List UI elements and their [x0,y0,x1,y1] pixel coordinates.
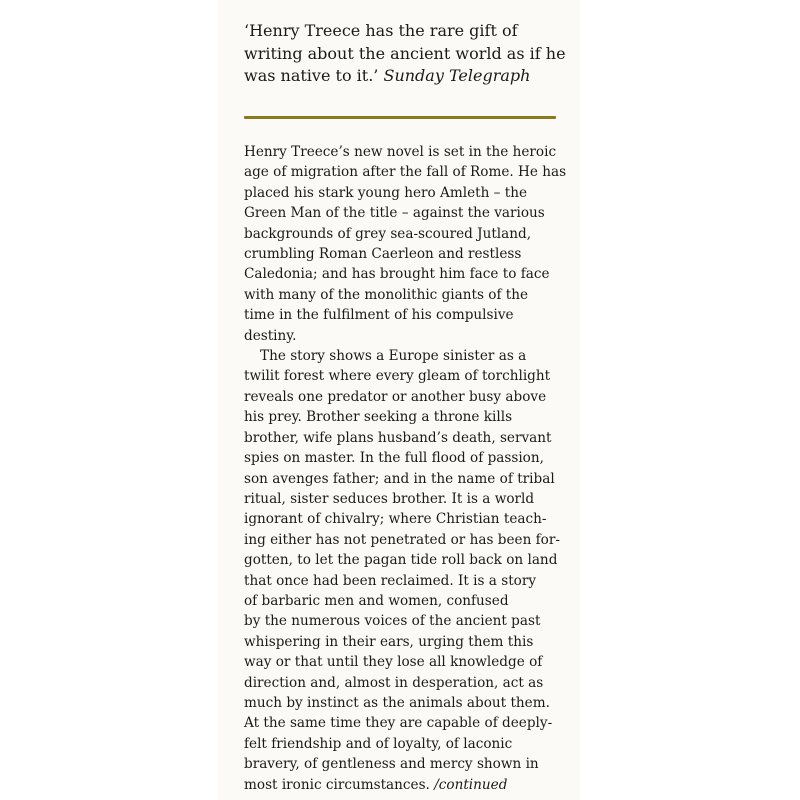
text-line: Caledonia; and has brought him face to face [244,266,550,283]
text-line: destiny. [244,327,297,344]
text-line: crumbling Roman Caerleon and restless [244,246,522,263]
divider-rule [244,116,556,119]
blurb-text [244,142,567,795]
text-line: felt friendship and of loyalty, of laconic [244,735,513,752]
text-line: with many of the monolithic giants of the [244,286,529,303]
quote-line: writing about the ancient world as if he [244,43,566,63]
quote-text: was native to it.’ [244,66,379,85]
text-line: ritual, sister seduces brother. It is a world [244,490,535,507]
text-line: whispering in their ears, urging them this [244,633,534,650]
last-line-text: most ironic circumstances. [244,776,430,793]
text-line: age of migration after the fall of Rome. He has [244,164,567,181]
text-line: of barbaric men and women, confused [244,592,509,609]
quote-line: ‘Henry Treece has the rare gift of [244,21,518,40]
continued-marker: /continued [434,776,508,793]
text-line: much by instinct as the animals about them. [244,694,550,711]
text-line: The story shows a Europe sinister as a [260,348,527,365]
text-line: bravery, of gentleness and mercy shown in [244,756,539,773]
text-line: Green Man of the title – against the various [244,205,545,222]
text-line: son avenges father; and in the name of tribal [244,470,555,487]
text-line: twilit forest where every gleam of torchlight [244,368,551,385]
text-line: by the numerous voices of the ancient past [244,613,541,630]
text-line: gotten, to let the pagan tide roll back on land [244,552,558,569]
quote-source: Sunday Telegraph [383,66,531,85]
text-line: backgrounds of grey sea-scoured Jutland, [244,225,532,242]
text-line [244,775,562,795]
quote-line [244,65,564,88]
review-quote [244,20,564,88]
text-line: way or that until they lose all knowledge of [244,654,543,671]
text-line: brother, wife plans husband’s death, servant [244,429,552,446]
text-line: reveals one predator or another busy above [244,388,547,405]
text-line: direction and, almost in desperation, act as [244,674,544,691]
text-line: ing either has not penetrated or has been for- [244,531,560,548]
text-line: At the same time they are capable of deeply- [244,715,553,732]
text-line: Henry Treece’s new novel is set in the heroic [244,144,557,160]
text-line: spies on master. In the full flood of passion, [244,450,544,467]
text-line: that once had been reclaimed. It is a story [244,572,537,589]
text-line: placed his stark young hero Amleth – the [244,184,528,201]
text-line: ignorant of chivalry; where Christian teach- [244,511,547,528]
text-line: time in the fulfilment of his compulsive [244,307,514,324]
text-line: his prey. Brother seeking a throne kills [244,409,513,426]
